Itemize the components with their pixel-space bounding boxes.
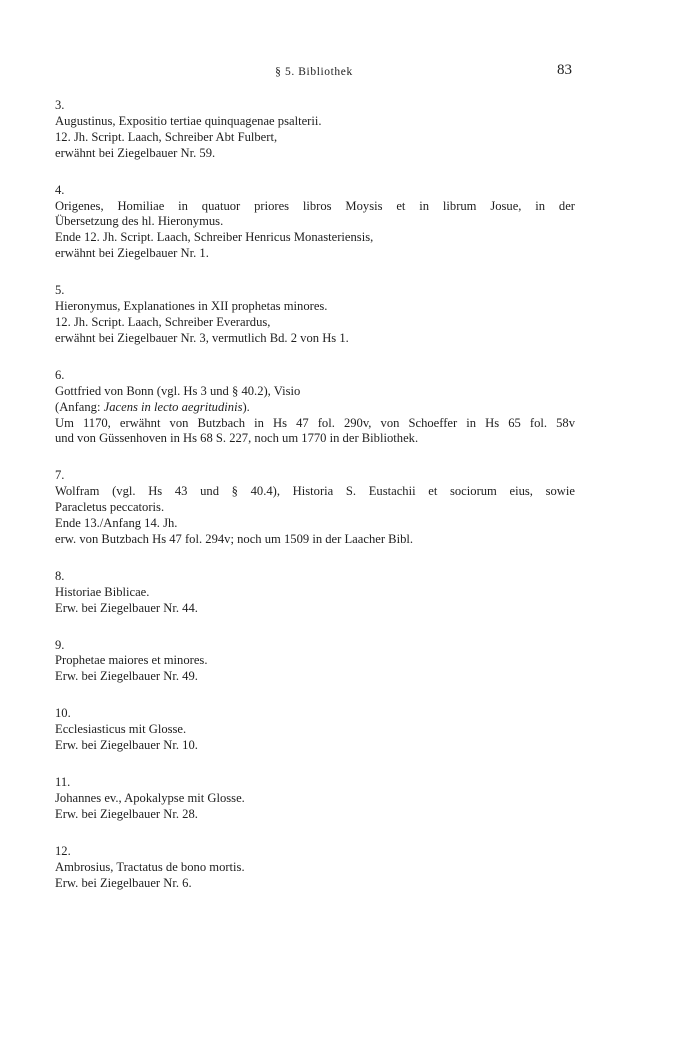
entry-line-incipit	[55, 400, 575, 416]
entry-line: Übersetzung des hl. Hieronymus.	[55, 214, 224, 229]
entry-line: erwähnt bei Ziegelbauer Nr. 3, vermutlich Bd. 2 von Hs 1.	[55, 330, 349, 345]
entry-line: Prophetae maiores et minores.	[55, 653, 208, 668]
entry-line: Erw. bei Ziegelbauer Nr. 6.	[55, 875, 192, 890]
entry-line: Paracletus peccatoris.	[55, 500, 165, 515]
entry-number: 9.	[55, 637, 65, 652]
entry-line: Hieronymus, Explanationes in XII prophetas minores.	[55, 299, 328, 314]
header-title: § 5. Bibliothek	[275, 66, 353, 78]
entry-number: 10.	[55, 706, 71, 721]
entry-line: Johannes ev., Apokalypse mit Glosse.	[55, 790, 245, 805]
entry-number: 6.	[55, 367, 65, 382]
entry-number: 3.	[55, 98, 65, 112]
manuscript-entry	[55, 706, 575, 754]
incipit-text: Jacens in lecto aegritudinis	[103, 399, 243, 414]
entry-line: 12. Jh. Script. Laach, Schreiber Abt Fulbert,	[55, 129, 278, 144]
entry-line: Um 1170, erwähnt von Butzbach in Hs 47 fol. 290v, von Schoeffer in Hs 65 fol. 58v	[55, 415, 575, 430]
entry-number: 8.	[55, 568, 65, 583]
incipit-suffix: ).	[242, 399, 250, 414]
entry-line: Ende 12. Jh. Script. Laach, Schreiber Henricus Monasteriensis,	[55, 230, 374, 245]
manuscript-entry	[55, 183, 575, 263]
manuscript-entry	[55, 775, 575, 823]
manuscript-entry	[55, 283, 575, 347]
entry-line: Erw. bei Ziegelbauer Nr. 44.	[55, 600, 198, 615]
incipit-prefix: (Anfang:	[55, 399, 104, 414]
running-header	[0, 62, 700, 82]
entry-line: erw. von Butzbach Hs 47 fol. 294v; noch um 1509 in der Laacher Bibl.	[55, 531, 414, 546]
entry-line: Erw. bei Ziegelbauer Nr. 28.	[55, 806, 198, 821]
entry-line: Ecclesiasticus mit Glosse.	[55, 722, 187, 737]
entry-line: Origenes, Homiliae in quatuor priores libros Moysis et in librum Josue, in der	[55, 198, 575, 213]
entry-line: erwähnt bei Ziegelbauer Nr. 1.	[55, 246, 209, 261]
page-number: 83	[557, 62, 572, 78]
entry-line: erwähnt bei Ziegelbauer Nr. 59.	[55, 145, 216, 160]
manuscript-entry	[55, 569, 575, 617]
entry-number: 11.	[55, 775, 71, 789]
entry-number: 12.	[55, 843, 71, 858]
entry-number: 4.	[55, 182, 65, 197]
entry-line: Ambrosius, Tractatus de bono mortis.	[55, 859, 245, 874]
entry-line: 12. Jh. Script. Laach, Schreiber Everardus,	[55, 314, 271, 329]
manuscript-entry	[55, 368, 575, 448]
entry-line: Augustinus, Expositio tertiae quinquagenae psalterii.	[55, 113, 322, 128]
entry-number: 5.	[55, 283, 65, 298]
entry-line: und von Güssenhoven in Hs 68 S. 227, noch um 1770 in der Bibliothek.	[55, 431, 419, 446]
entry-line: Erw. bei Ziegelbauer Nr. 10.	[55, 738, 198, 753]
entry-number: 7.	[55, 468, 65, 483]
manuscript-entry	[55, 638, 575, 686]
manuscript-entry	[55, 468, 575, 548]
entry-line: Gottfried von Bonn (vgl. Hs 3 und § 40.2), Visio	[55, 383, 301, 398]
manuscript-entry	[55, 98, 575, 162]
entry-line: Wolfram (vgl. Hs 43 und § 40.4), Historia S. Eustachii et sociorum eius, sowie	[55, 484, 575, 499]
manuscript-list	[55, 98, 575, 912]
entry-line: Historiae Biblicae.	[55, 584, 150, 599]
entry-line: Ende 13./Anfang 14. Jh.	[55, 516, 178, 531]
manuscript-entry	[55, 844, 575, 892]
entry-line: Erw. bei Ziegelbauer Nr. 49.	[55, 669, 198, 684]
